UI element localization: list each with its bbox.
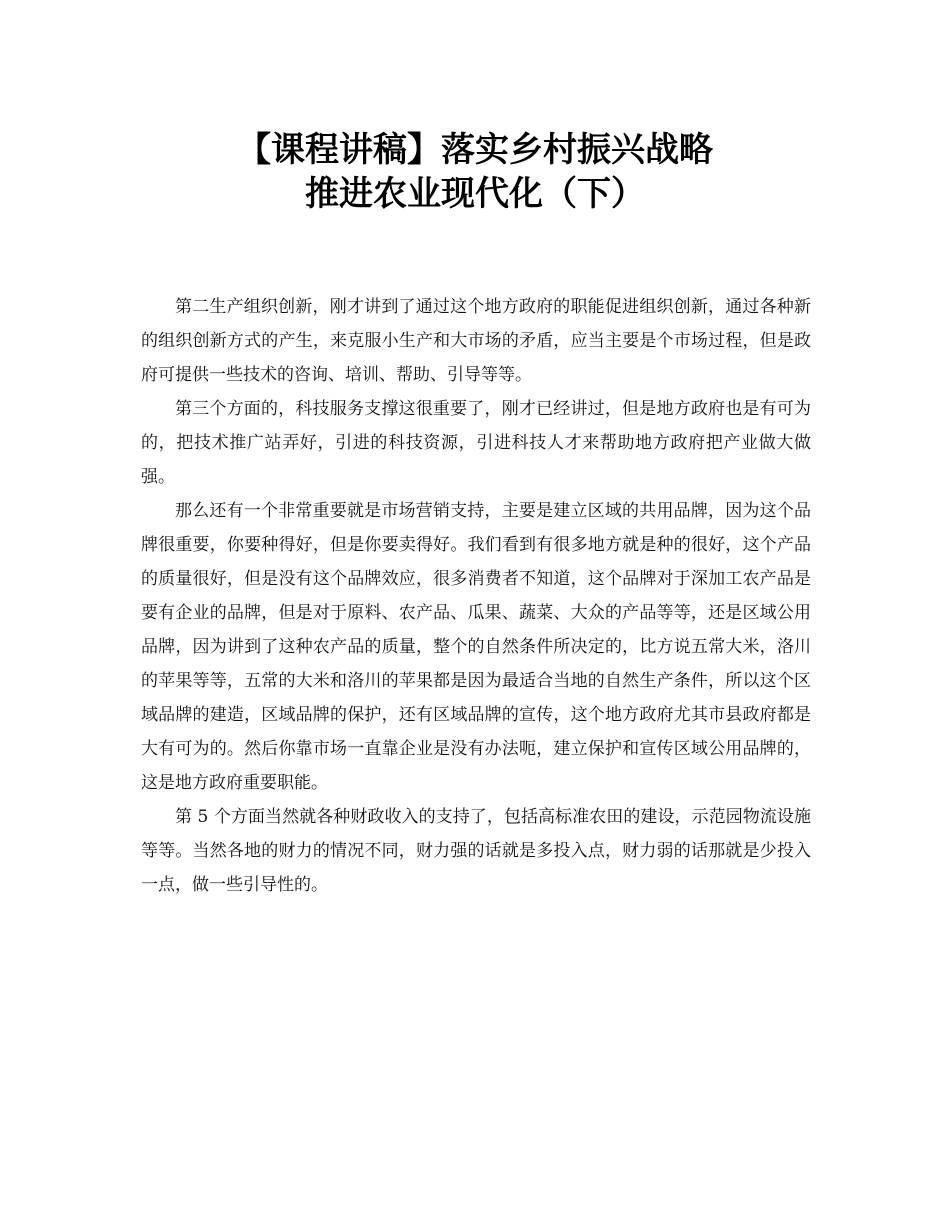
paragraph-fiscal-support: 第 5 个方面当然就各种财政收入的支持了，包括高标准农田的建设，示范园物流设施等等。当然各地的财力的情况不同，财力强的话就是多投入点，财力弱的话那就是少投入一点，做一些引导性的。 — [141, 807, 811, 895]
title-line-1: 【课程讲稿】落实乡村振兴战略 — [237, 130, 713, 170]
document-title — [0, 128, 950, 216]
paragraph-organization-innovation: 第二生产组织创新，刚才讲到了通过这个地方政府的职能促进组织创新，通过各种新的组织创新方式的产生，来克服小生产和大市场的矛盾，应当主要是个市场过程，但是政府可提供一些技术的咨询、培训、帮助、引导等等。 — [141, 297, 811, 385]
title-line-2: 推进农业现代化（下） — [305, 174, 645, 214]
document-body — [141, 290, 811, 902]
paragraph-marketing-brand: 那么还有一个非常重要就是市场营销支持，主要是建立区域的共用品牌，因为这个品牌很重要，你要种得好，但是你要卖得好。我们看到有很多地方就是种的很好，这个产品的质量很好，但是没有这个品牌效应，很多消费者不知道，这个品牌对于深加工农产品是要有企业的品牌，但是对于原料、农产品、瓜果、蔬菜、大众的产品等等，还是区域公用品牌，因为讲到了这种农产品的质量，整个的自然条件所决定的，比方说五常大米，洛川的苹果等等，五常的大米和洛川的苹果都是因为最适合当地的自然生产条件，所以这个区域品牌的建造，区域品牌的保护，还有区域品牌的宣传，这个地方政府尤其市县政府都是大有可为的。然后你靠市场一直靠企业是没有办法呃，建立保护和宣传区域公用品牌的，这是地方政府重要职能。 — [141, 501, 811, 793]
paragraph-tech-support: 第三个方面的，科技服务支撑这很重要了，刚才已经讲过，但是地方政府也是有可为的，把技术推广站弄好，引进的科技资源，引进科技人才来帮助地方政府把产业做大做强。 — [141, 399, 811, 487]
